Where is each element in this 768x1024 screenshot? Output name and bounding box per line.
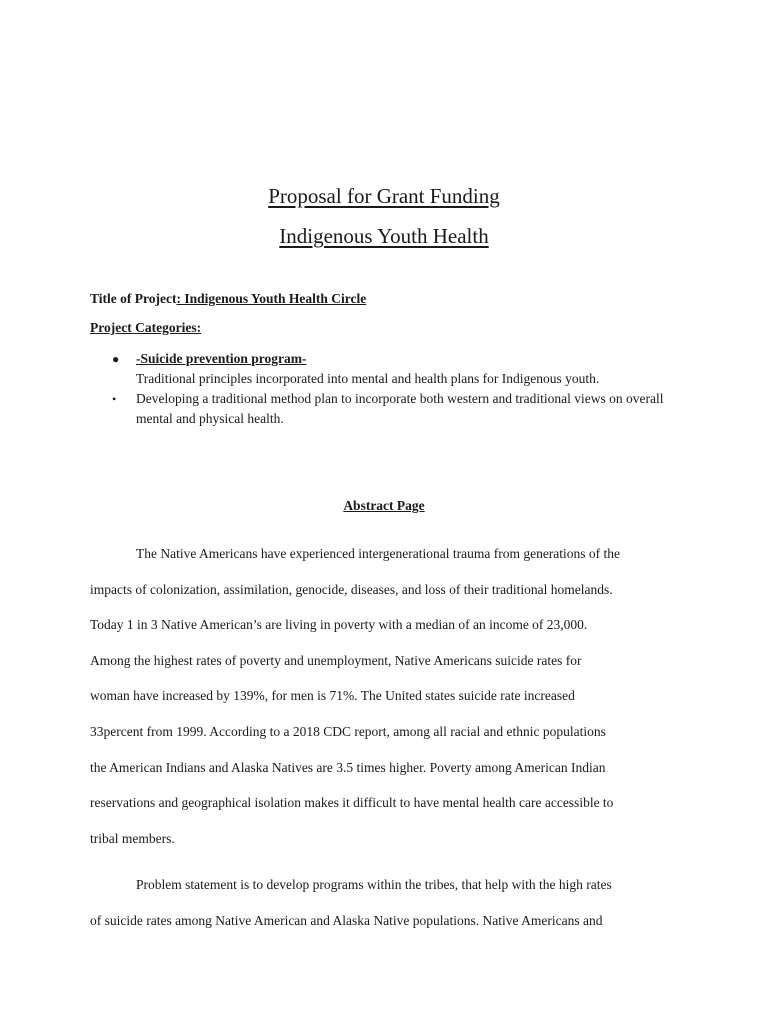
paragraph-line: 33percent from 1999. According to a 2018 CDC report, among all racial and ethnic populations — [90, 723, 606, 739]
project-title-row — [90, 291, 366, 307]
paragraph-line: of suicide rates among Native American and Alaska Native populations. Native Americans and — [90, 912, 603, 928]
paragraph-line: impacts of colonization, assimilation, genocide, diseases, and loss of their traditional homelands. — [90, 581, 613, 597]
project-categories-list — [90, 349, 680, 429]
paragraph-line: Among the highest rates of poverty and unemployment, Native Americans suicide rates for — [90, 652, 582, 668]
project-categories-label: Project Categories: — [90, 320, 202, 335]
bullet-icon: ● — [112, 352, 120, 366]
paragraph-line: tribal members. — [90, 830, 175, 846]
paragraph-line: The Native Americans have experienced intergenerational trauma from generations of the — [136, 546, 621, 561]
paragraph-line: Today 1 in 3 Native American’s are living in poverty with a median of an income of 23,000. — [90, 617, 588, 633]
paragraph-line: the American Indians and Alaska Natives are 3.5 times higher. Poverty among American Indian — [90, 759, 606, 775]
paragraph-line: Problem statement is to develop programs within the tribes, that help with the high rates — [136, 877, 612, 892]
abstract-heading: Abstract Page — [343, 498, 425, 513]
project-title-value: : Indigenous Youth Health Circle — [176, 291, 367, 306]
document-title-line-2: Indigenous Youth Health — [279, 224, 489, 248]
project-title-label: Title of Project — [90, 291, 177, 306]
list-item — [90, 349, 680, 389]
bullet-text: Traditional principles incorporated into mental and health plans for Indigenous youth. — [136, 371, 600, 386]
abstract-paragraph-2 — [90, 867, 680, 938]
paragraph-line: reservations and geographical isolation makes it difficult to have mental health care accessible to — [90, 795, 614, 811]
abstract-paragraph-1 — [90, 536, 680, 856]
bullet-heading: -Suicide prevention program- — [136, 351, 307, 366]
bullet-text: Developing a traditional method plan to incorporate both western and traditional views on overall mental and physical health. — [136, 391, 664, 426]
paragraph-line: woman have increased by 139%, for men is 71%. The United states suicide rate increased — [90, 688, 575, 704]
document-title-line-1: Proposal for Grant Funding — [268, 184, 500, 208]
list-item — [90, 389, 680, 429]
bullet-icon: • — [112, 392, 117, 406]
